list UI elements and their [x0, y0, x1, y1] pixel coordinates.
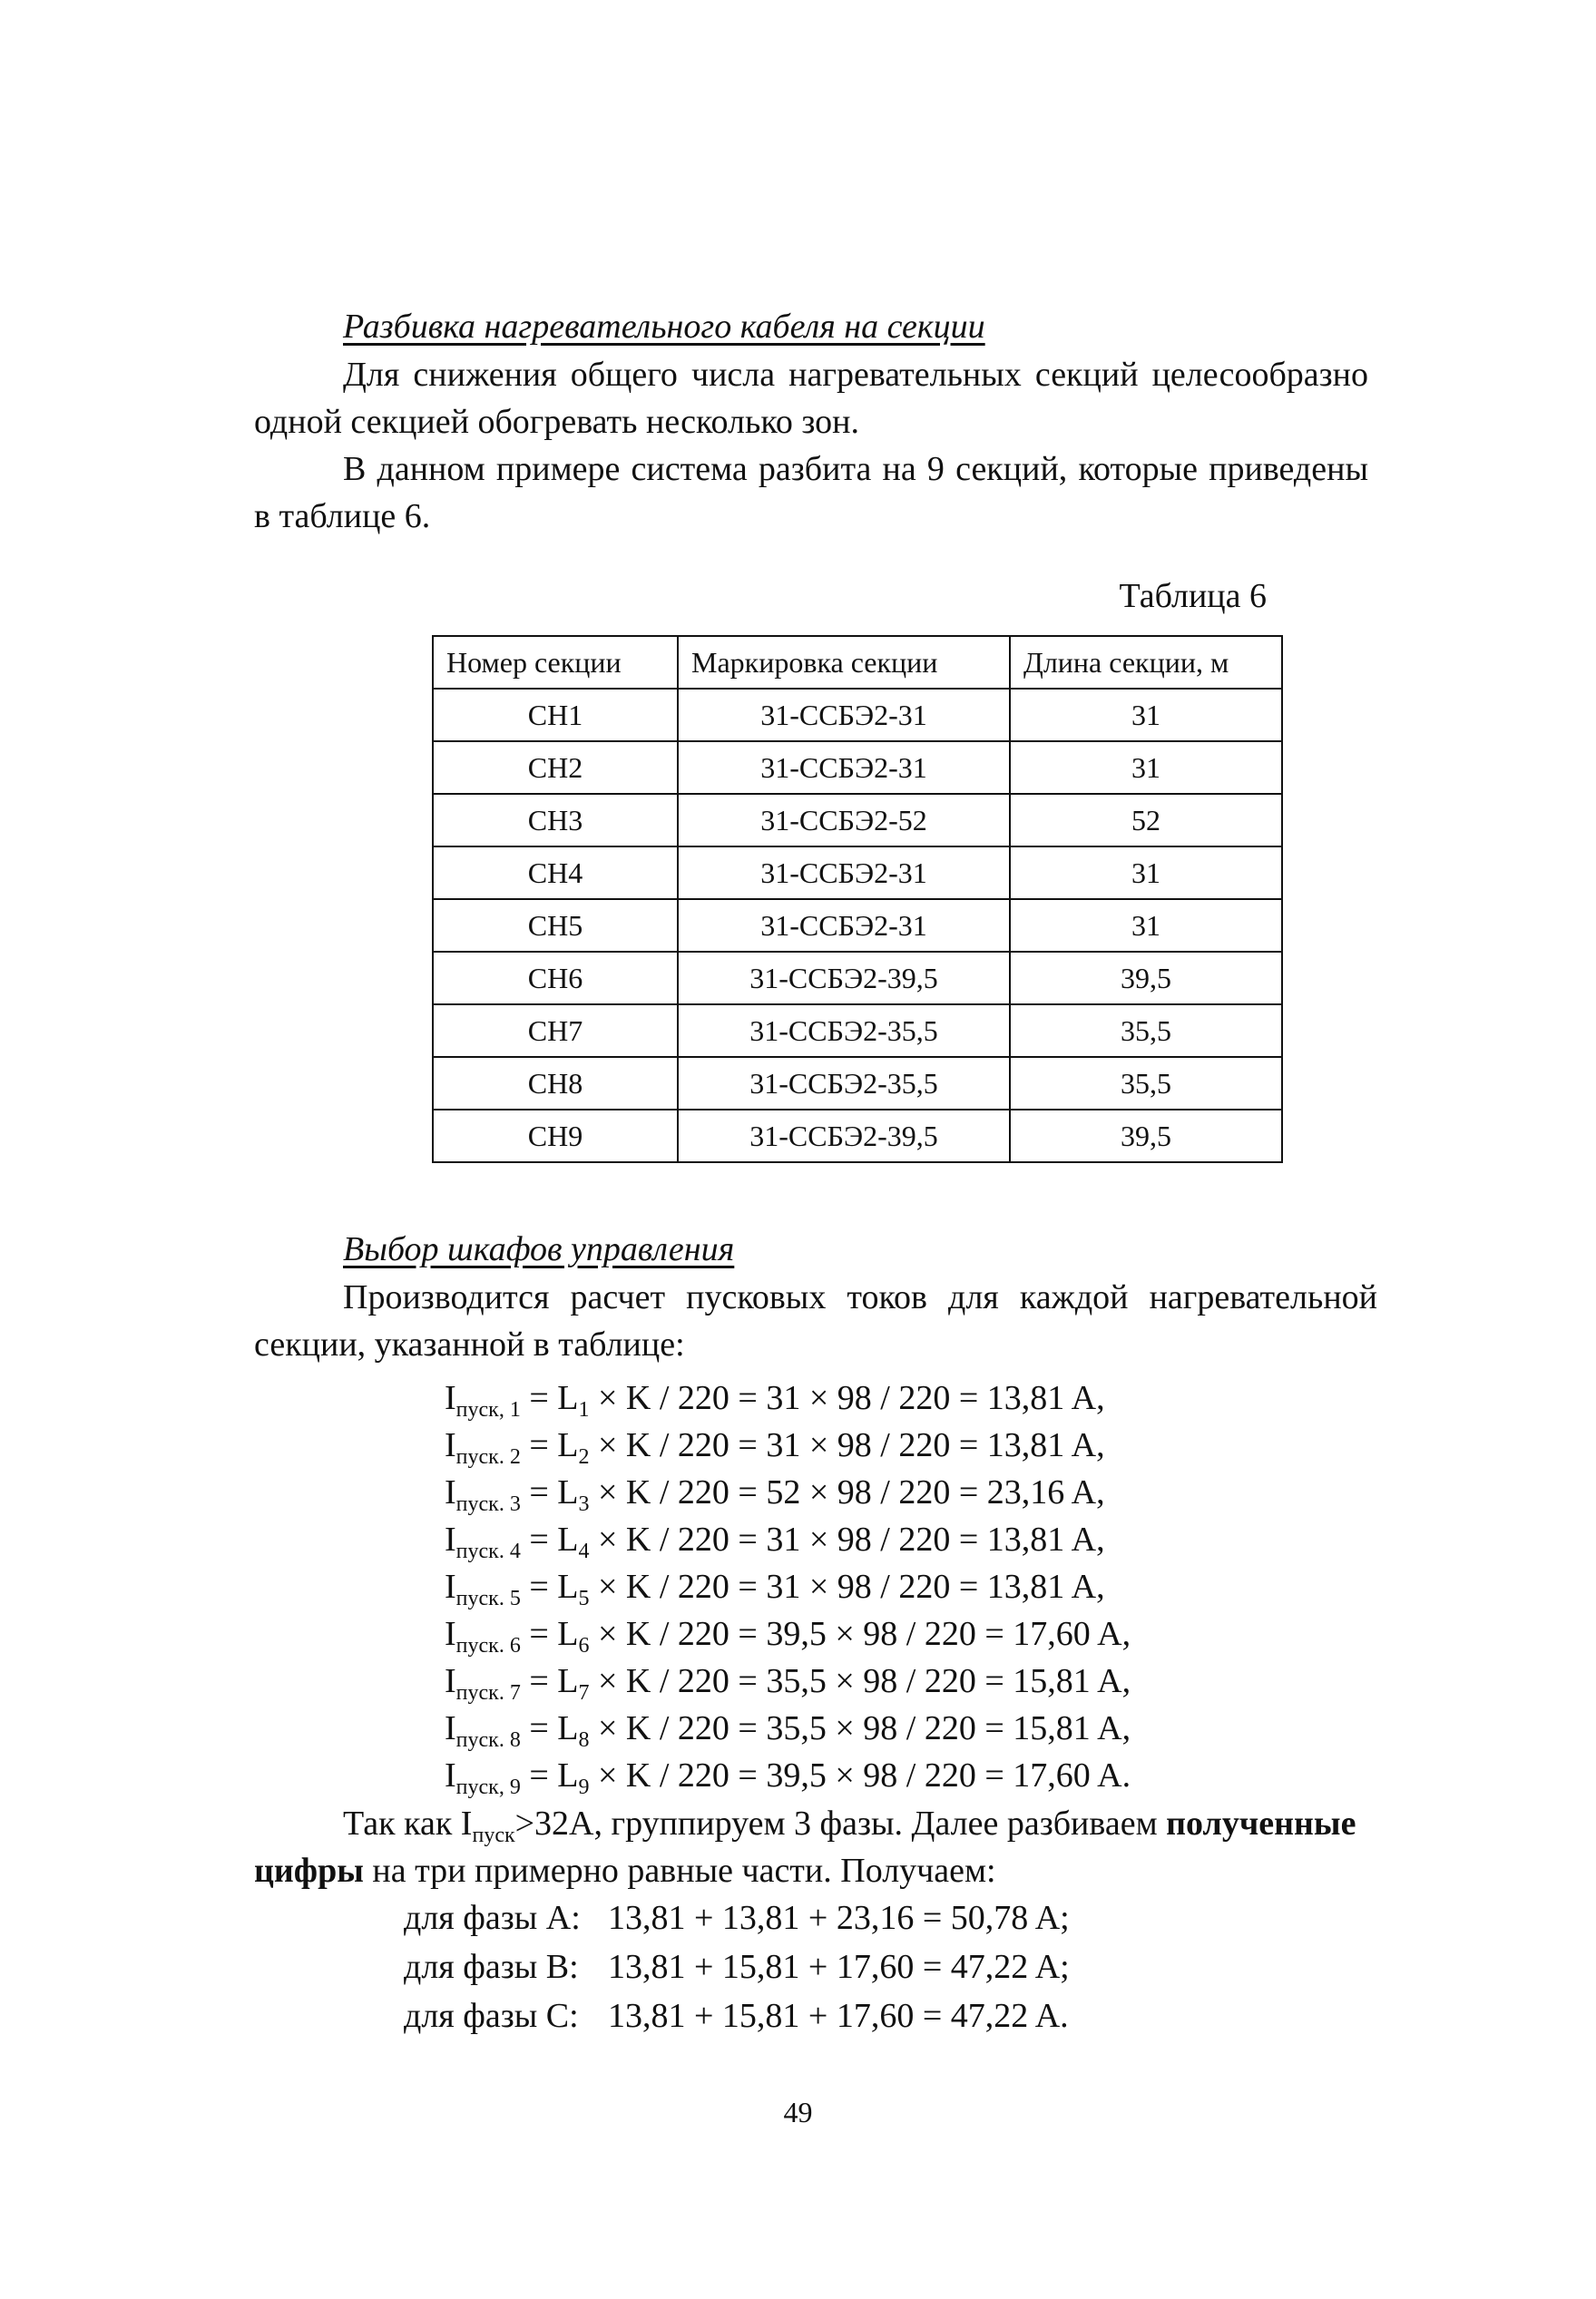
formula-symbol: I — [445, 1615, 456, 1653]
formula-line — [445, 1610, 1170, 1658]
formula-line — [445, 1658, 1170, 1705]
phase-label: для фазы C: — [404, 1997, 579, 2035]
cell-section-number: СН6 — [433, 952, 678, 1004]
table-row — [433, 952, 1282, 1004]
table-row — [433, 794, 1282, 846]
column-header-section-length: Длина секции, м — [1010, 636, 1282, 689]
phase-sum-line — [404, 1944, 1220, 1990]
cell-section-number: СН8 — [433, 1057, 678, 1110]
formula-subscript: пуск, 1 — [455, 1398, 521, 1422]
formula-subscript: пуск. 7 — [455, 1681, 521, 1705]
bold-text-run: полученные — [1166, 1805, 1356, 1843]
formula-line — [445, 1469, 1170, 1516]
cell-section-marking: 31-ССБЭ2-35,5 — [678, 1004, 1010, 1057]
formula-eq: = L — [520, 1379, 579, 1417]
formula-subscript: 8 — [578, 1728, 590, 1752]
formula-subscript: 2 — [578, 1445, 590, 1469]
phase-value: 13,81 + 15,81 + 17,60 = 47,22 A; — [608, 1948, 1070, 1986]
formula-line — [445, 1375, 1170, 1422]
formula-eq: = L — [520, 1615, 579, 1653]
formula-subscript: 1 — [578, 1398, 590, 1422]
cell-section-length: 31 — [1010, 899, 1282, 952]
formula-eq: = L — [520, 1709, 579, 1747]
page-number: 49 — [783, 2096, 813, 2128]
table-row — [433, 689, 1282, 741]
formula-line — [445, 1516, 1170, 1563]
formula-subscript: пуск. 2 — [455, 1445, 521, 1469]
formula-subscript: 9 — [578, 1776, 590, 1799]
cell-section-number: СН5 — [433, 899, 678, 952]
formula-line — [445, 1705, 1170, 1752]
section-heading-cable-split: Разбивка нагревательного кабеля на секции — [343, 308, 985, 346]
formula-eq: = L — [520, 1473, 579, 1511]
cell-section-length: 35,5 — [1010, 1057, 1282, 1110]
formula-rest: × K / 220 = 35,5 × 98 / 220 = 15,81 A, — [589, 1662, 1131, 1700]
phase-label: для фазы B: — [404, 1948, 579, 1986]
formula-subscript: 5 — [578, 1587, 590, 1610]
formula-subscript: пуск. 8 — [455, 1728, 521, 1752]
formula-subscript: пуск. 5 — [455, 1587, 521, 1610]
formula-symbol: I — [445, 1662, 456, 1700]
section-heading-control-cabinets: Выбор шкафов управления — [343, 1230, 735, 1268]
table-row — [433, 741, 1282, 794]
formula-subscript: 3 — [578, 1492, 590, 1516]
formula-symbol: I — [445, 1426, 456, 1464]
table-header-row — [433, 636, 1282, 689]
formula-rest: × K / 220 = 39,5 × 98 / 220 = 17,60 A. — [589, 1756, 1131, 1795]
cell-section-number: СН3 — [433, 794, 678, 846]
sections-table — [432, 635, 1283, 1163]
formula-symbol: I — [445, 1379, 456, 1417]
cell-section-length: 35,5 — [1010, 1004, 1282, 1057]
cell-section-length: 39,5 — [1010, 1110, 1282, 1162]
phase-label: для фазы A: — [404, 1899, 581, 1937]
formula-symbol: I — [445, 1568, 456, 1606]
text-run: на три примерно равные части. Получаем: — [363, 1852, 996, 1890]
formula-rest: × K / 220 = 35,5 × 98 / 220 = 15,81 A, — [589, 1709, 1131, 1747]
formula-eq: = L — [520, 1521, 579, 1559]
phase-value: 13,81 + 15,81 + 17,60 = 47,22 A. — [608, 1997, 1069, 2035]
paragraph-line: Для снижения общего числа нагревательных секций целесообразно — [343, 356, 1368, 394]
cell-section-marking: 31-ССБЭ2-35,5 — [678, 1057, 1010, 1110]
start-current-formulas — [445, 1375, 1170, 1799]
table-row — [433, 899, 1282, 952]
cell-section-length: 31 — [1010, 689, 1282, 741]
formula-rest: × K / 220 = 52 × 98 / 220 = 23,16 A, — [589, 1473, 1105, 1511]
formula-subscript: пуск. 4 — [455, 1540, 521, 1563]
formula-subscript: пуск. 3 — [455, 1492, 521, 1516]
text-run: Так как I — [343, 1805, 473, 1843]
phase-sum-line — [404, 1993, 1220, 2039]
cell-section-number: СН2 — [433, 741, 678, 794]
formula-eq: = L — [520, 1662, 579, 1700]
paragraph-line: секции, указанной в таблице: — [254, 1326, 685, 1364]
paragraph-line: Производится расчет пусковых токов для каждой нагревательной — [343, 1278, 1377, 1316]
cell-section-marking: 31-ССБЭ2-31 — [678, 741, 1010, 794]
formula-symbol: I — [445, 1521, 456, 1559]
cell-section-length: 31 — [1010, 741, 1282, 794]
cell-section-marking: 31-ССБЭ2-39,5 — [678, 952, 1010, 1004]
cell-section-length: 52 — [1010, 794, 1282, 846]
formula-rest: × K / 220 = 31 × 98 / 220 = 13,81 A, — [589, 1521, 1105, 1559]
table-row — [433, 1004, 1282, 1057]
formula-subscript: пуск. 6 — [455, 1634, 521, 1658]
column-header-section-marking: Маркировка секции — [678, 636, 1010, 689]
paragraph-line — [254, 1848, 996, 1893]
cell-section-marking: 31-ССБЭ2-31 — [678, 846, 1010, 899]
formula-eq: = L — [520, 1568, 579, 1606]
cell-section-marking: 31-ССБЭ2-31 — [678, 899, 1010, 952]
formula-line — [445, 1563, 1170, 1610]
text-run: >32A, группируем 3 фазы. Далее разбиваем — [514, 1805, 1167, 1843]
cell-section-marking: 31-ССБЭ2-31 — [678, 689, 1010, 741]
formula-subscript: 6 — [578, 1634, 590, 1658]
cell-section-number: СН1 — [433, 689, 678, 741]
formula-symbol: I — [445, 1756, 456, 1795]
formula-eq: = L — [520, 1756, 579, 1795]
paragraph-line: В данном примере система разбита на 9 секций, которые приведены — [343, 450, 1368, 488]
formula-line — [445, 1422, 1170, 1469]
cell-section-number: СН4 — [433, 846, 678, 899]
formula-line — [445, 1752, 1170, 1799]
bold-text-run: цифры — [254, 1852, 364, 1890]
cell-section-marking: 31-ССБЭ2-39,5 — [678, 1110, 1010, 1162]
formula-eq: = L — [520, 1426, 579, 1464]
table-row — [433, 1110, 1282, 1162]
formula-rest: × K / 220 = 31 × 98 / 220 = 13,81 A, — [589, 1426, 1105, 1464]
formula-rest: × K / 220 = 31 × 98 / 220 = 13,81 A, — [589, 1379, 1105, 1417]
formula-subscript: пуск, 9 — [455, 1776, 521, 1799]
formula-subscript: 4 — [578, 1540, 590, 1563]
cell-section-number: СН7 — [433, 1004, 678, 1057]
table-caption: Таблица 6 — [1119, 577, 1267, 615]
paragraph-line: одной секцией обогревать несколько зон. — [254, 403, 859, 441]
paragraph-line: в таблице 6. — [254, 497, 431, 535]
paragraph-line — [343, 1801, 1356, 1846]
cell-section-number: СН9 — [433, 1110, 678, 1162]
table-row — [433, 846, 1282, 899]
formula-symbol: I — [445, 1473, 456, 1511]
formula-rest: × K / 220 = 39,5 × 98 / 220 = 17,60 A, — [589, 1615, 1131, 1653]
cell-section-marking: 31-ССБЭ2-52 — [678, 794, 1010, 846]
cell-section-length: 31 — [1010, 846, 1282, 899]
table-row — [433, 1057, 1282, 1110]
formula-subscript: 7 — [578, 1681, 590, 1705]
column-header-section-number: Номер секции — [433, 636, 678, 689]
formula-symbol: I — [445, 1709, 456, 1747]
formula-rest: × K / 220 = 31 × 98 / 220 = 13,81 A, — [589, 1568, 1105, 1606]
phase-sum-line — [404, 1895, 1220, 1941]
formula-subscript: пуск — [472, 1824, 515, 1847]
cell-section-length: 39,5 — [1010, 952, 1282, 1004]
phase-value: 13,81 + 13,81 + 23,16 = 50,78 A; — [608, 1899, 1070, 1937]
